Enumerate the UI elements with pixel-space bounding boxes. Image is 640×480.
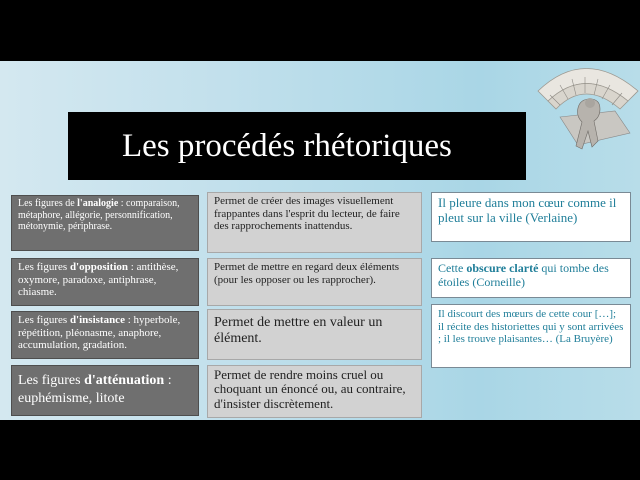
definition-text: Permet de rendre moins cruel ou choquant un énoncé ou, au contraire, d'insister discrètement. xyxy=(214,367,406,411)
figure-name: d'insistance xyxy=(69,314,125,326)
figure-name: d'atténuation xyxy=(84,373,165,388)
definition-cell-insistence xyxy=(207,309,422,360)
definition-cell-analogy xyxy=(207,192,422,253)
example-text: Il discourt des mœurs de cette cour […]; il récite des historiettes qui y sont arrivées ; il les trouve plaisantes… (La Bruyère) xyxy=(438,308,624,346)
definition-text: Permet de mettre en valeur un élément. xyxy=(214,315,383,347)
example-prefix: Cette xyxy=(438,261,467,275)
figure-prefix: Les figures de xyxy=(18,198,78,209)
example-cell-analogy xyxy=(431,192,631,242)
angel-sculpture-image xyxy=(530,61,640,156)
figure-prefix: Les figures xyxy=(18,373,85,388)
example-suffix: qui tombe des étoiles (Corneille) xyxy=(438,261,609,289)
figure-cell-opposition xyxy=(11,258,199,306)
figure-prefix: Les figures xyxy=(18,261,70,273)
figure-cell-analogy xyxy=(11,195,199,251)
figure-list: : comparaison, métaphore, allégorie, personnification, métonymie, périphrase. xyxy=(18,198,180,232)
slide xyxy=(0,61,640,420)
example-cell-insistence xyxy=(431,304,631,368)
example-text: Il pleure dans mon cœur comme il pleut sur la ville (Verlaine) xyxy=(438,195,617,225)
example-cell-opposition xyxy=(431,258,631,298)
figure-name: l'analogie xyxy=(77,198,119,209)
figure-cell-attenuation xyxy=(11,365,199,416)
definition-text: Permet de créer des images visuellement frappantes dans l'esprit du lecteur, de faire des rapprochements inattendus. xyxy=(214,195,400,233)
figure-list: : antithèse, oxymore, paradoxe, antiphrase, chiasme. xyxy=(18,261,179,299)
definition-cell-opposition xyxy=(207,258,422,306)
definition-text: Permet de mettre en regard deux éléments (pour les opposer ou les rapprocher). xyxy=(214,261,400,286)
figure-name: d'opposition xyxy=(69,261,129,273)
slide-title-text: Les procédés rhétoriques xyxy=(122,127,452,164)
definition-cell-attenuation xyxy=(207,365,422,418)
figure-cell-insistence xyxy=(11,311,199,359)
figure-list: : euphémisme, litote xyxy=(18,373,172,407)
figure-prefix: Les figures xyxy=(18,314,70,326)
example-highlight: obscure clarté xyxy=(466,261,539,275)
figure-list: : hyperbole, répétition, pléonasme, anaphore, accumulation, gradation. xyxy=(18,314,181,352)
slide-title xyxy=(68,112,526,180)
